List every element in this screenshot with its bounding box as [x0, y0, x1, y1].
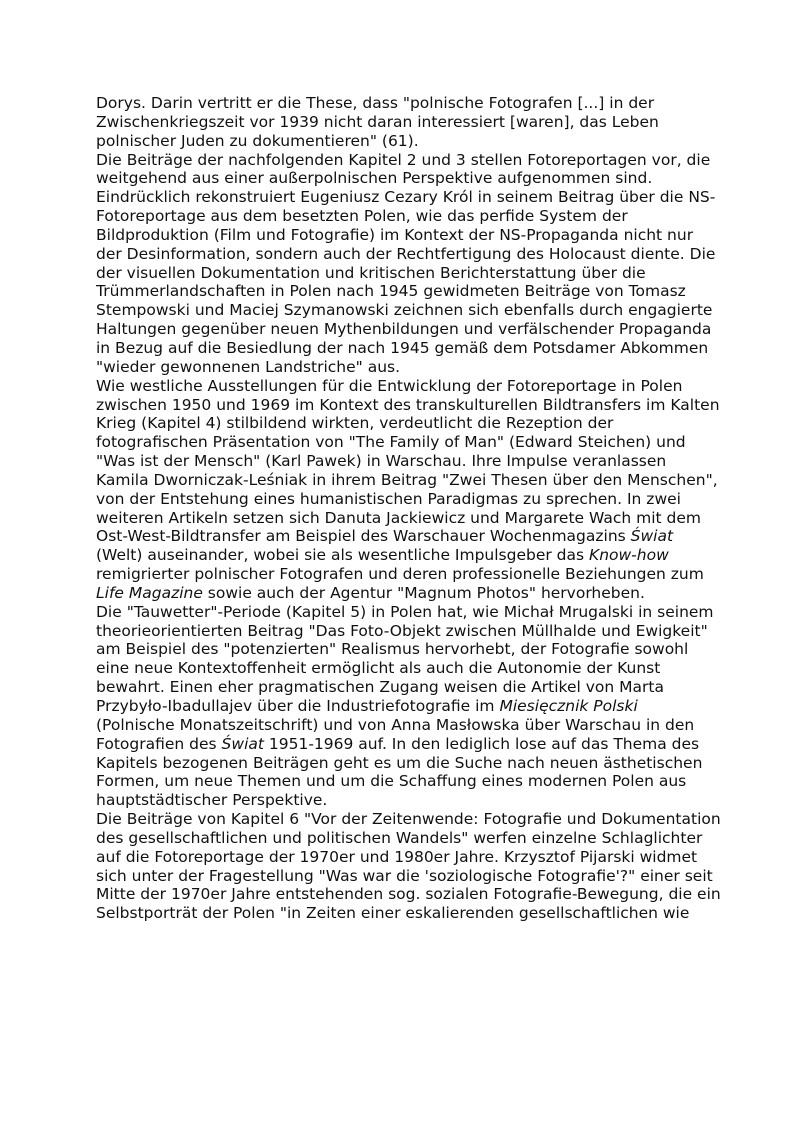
text-run: Die Beiträge der nachfolgenden Kapitel 2 und 3 stellen Fotoreportagen vor, die weitgehend aus einer außerpolnischen Perspektive aufgenommen sind. Eindrücklich rekonstruiert Eugeniusz Cezary Król in seinem Beitrag über die NS-Fotoreportage aus dem besetzten Polen, wie das perfide System der Bildproduktion (Film und Fotografie) im Kontext der NS-Propaganda nicht nur der Desinformation, sondern auch der Rechtfertigung des Holocaust diente. Die der visuellen Dokumentation und kritischen Berichterstattung über die Trümmerlandschaften in Polen nach 1945 gewidmeten Beiträge von Tomasz Stempowski und Maciej Szymanowski zeichnen sich ebenfalls durch engagierte Haltungen gegenüber neuen Mythenbildungen und verfälschender Propaganda in Bezug auf die Besiedlung der nach 1945 gemäß dem Potsdamer Abkommen "wieder gewonnenen Landstriche" aus.	[96, 150, 716, 376]
text-run: (Polnische Monatszeitschrift) und von Anna Masłowska über Warschau in den Fotografien des	[96, 715, 695, 753]
paragraph	[96, 151, 721, 377]
text-run: Die "Tauwetter"-Periode (Kapitel 5) in Polen hat, wie Michał Mrugalski in seinem theorieorientierten Beitrag "Das Foto-Objekt zwischen Müllhalde und Ewigkeit" am Beispiel des "potenzierten" Realismus hervorhebt, der Fotografie sowohl eine neue Kontextoffenheit ermöglicht als auch die Autonomie der Kunst bewahrt. Einen eher pragmatischen Zugang weisen die Artikel von Marta Przybyło-Ibadullajev über die Industriefotografie im	[96, 602, 714, 715]
paragraph	[96, 377, 721, 603]
text-run: 1951-1969 auf. In den lediglich lose auf das Thema des Kapitels bezogenen Beiträgen geht es um die Suche nach neuen ästhetischen Formen, um neue Themen und um die Schaffung eines modernen Polen aus hauptstädtischer Perspektive.	[96, 734, 703, 810]
text-run: sowie auch der Agentur "Magnum Photos" hervorheben.	[202, 583, 645, 602]
text-run: Die Beiträge von Kapitel 6 "Vor der Zeitenwende: Fotografie und Dokumentation des gesellschaftlichen und politischen Wandels" werfen einzelne Schlaglichter auf die Fotoreportage der 1970er und 1980er Jahre. Krzysztof Pijarski widmet sich unter der Fragestellung "Was war die 'soziologische Fotografie'?" einer seit Mitte der 1970er Jahre entstehenden sog. sozialen Fotografie-Bewegung, die ein Selbstporträt der Polen "in Zeiten einer eskalierenden gesellschaftlichen wie	[96, 810, 721, 923]
paragraph	[96, 94, 721, 151]
italic-title: Life Magazine	[96, 583, 203, 602]
paragraph	[96, 603, 721, 810]
text-run: Dorys. Darin vertritt er die These, dass "polnische Fotografen [...] in der Zwischenkriegszeit vor 1939 nicht daran interessiert [waren], das Leben polnischer Juden zu dokumentieren" (61).	[96, 94, 659, 150]
paragraph	[96, 810, 721, 923]
text-run: (Welt) auseinander, wobei sie als wesentliche Impulsgeber das	[96, 546, 590, 565]
italic-title: Know-how	[589, 546, 669, 565]
italic-title: Świat	[630, 527, 674, 546]
text-run: remigrierter polnischer Fotografen und deren professionelle Beziehungen zum	[96, 565, 704, 584]
italic-title: Miesięcznik Polski	[499, 697, 638, 715]
document-body	[96, 94, 721, 923]
italic-title: Świat	[221, 734, 264, 753]
text-run: Wie westliche Ausstellungen für die Entwicklung der Fotoreportage in Polen zwischen 1950 und 1969 im Kontext des transkulturellen Bildtransfers im Kalten Krieg (Kapitel 4) stilbildend wirkten, verdeutlicht die Rezeption der fotografischen Präsentation von "The Family of Man" (Edward Steichen) und "Was ist der Mensch" (Karl Pawek) in Warschau. Ihre Impulse veranlassen Kamila Dworniczak-Leśniak in ihrem Beitrag "Zwei Thesen über den Menschen", von der Entstehung eines humanistischen Paradigmas zu sprechen. In zwei weiteren Artikeln setzen sich Danuta Jackiewicz und Margarete Wach mit dem Ost-West-Bildtransfer am Beispiel des Warschauer Wochenmagazins	[96, 376, 720, 546]
